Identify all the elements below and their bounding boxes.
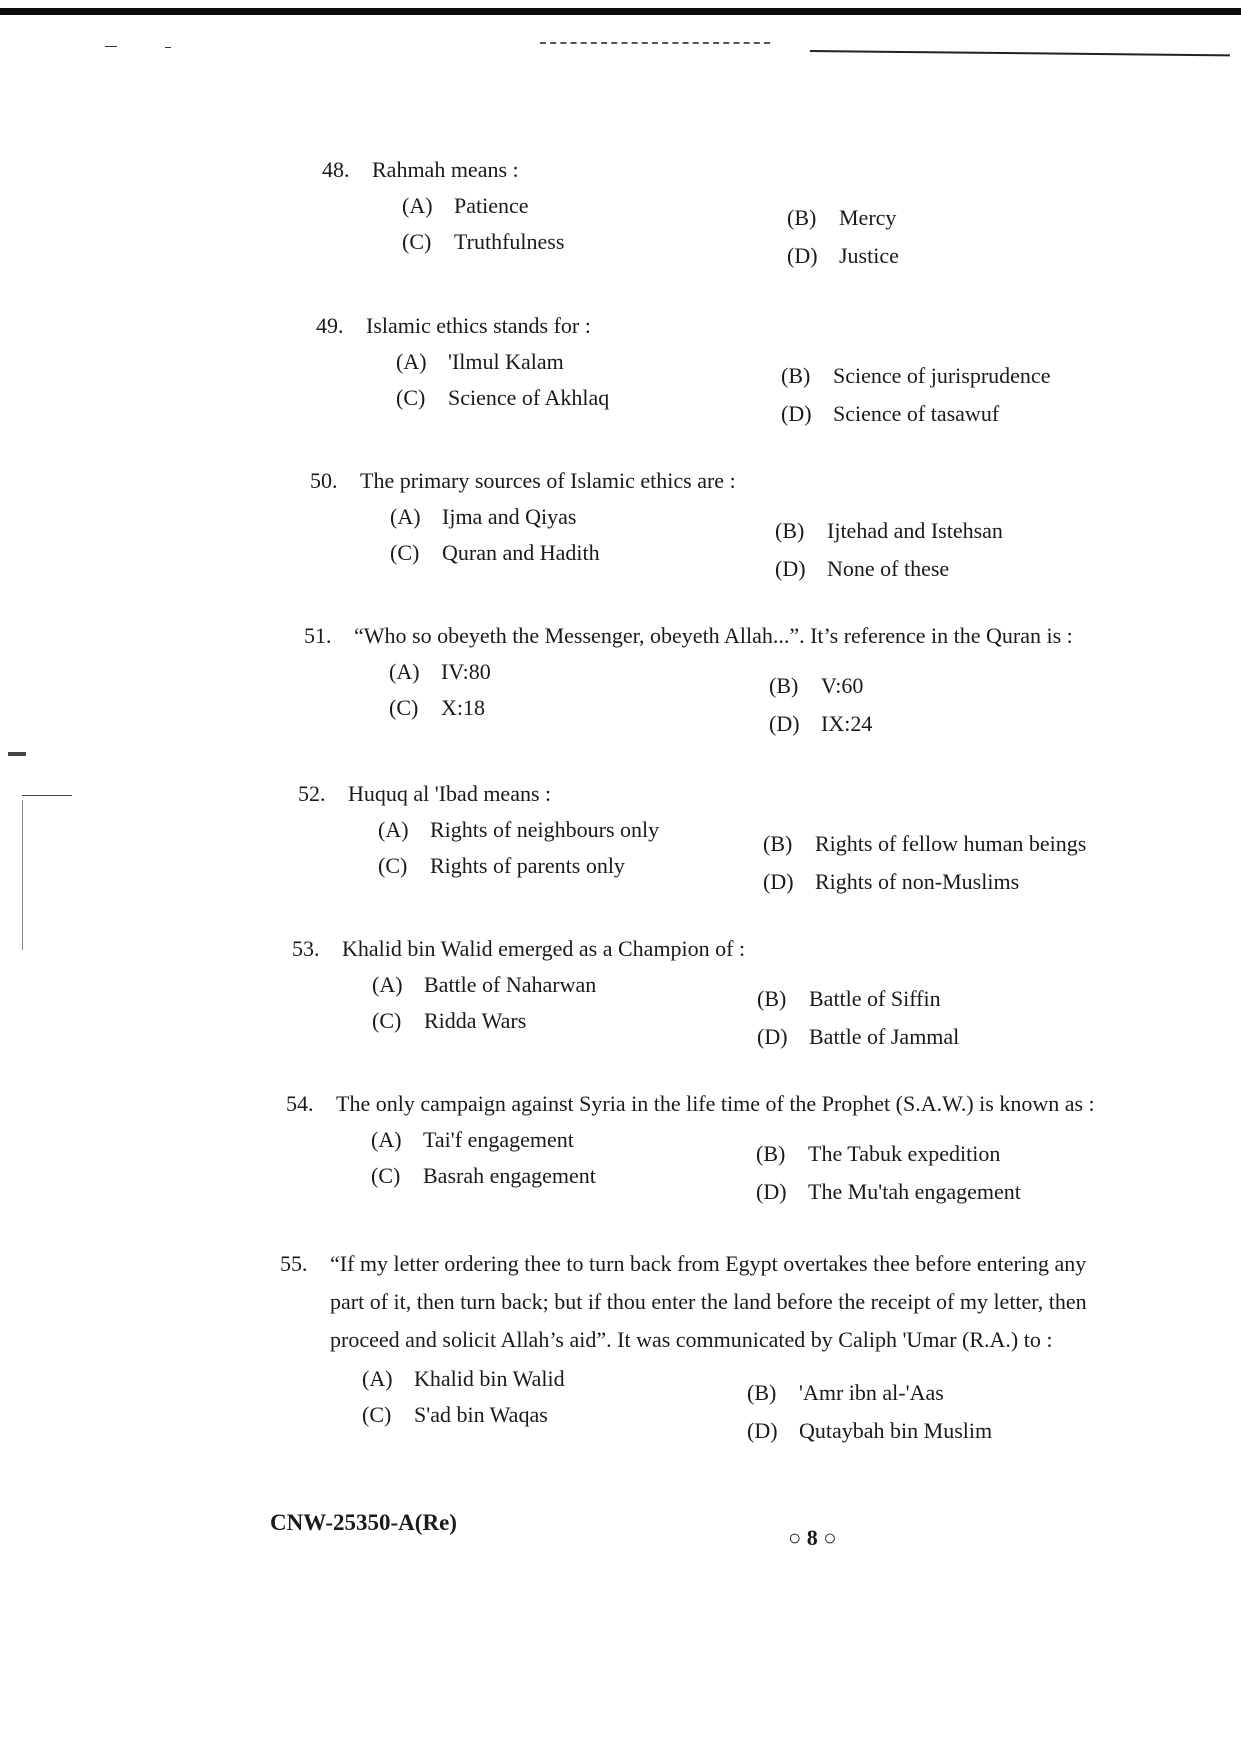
question-text: “If my letter ordering thee to turn back from Egypt overtakes thee before entering any part of it, then turn back; but if thou enter the land before the receipt of my letter, then proceed and solicit Allah’s aid”. It was communicated by Caliph 'Umar (R.A.) to : bbox=[330, 1251, 1087, 1352]
scan-artifact bbox=[540, 42, 770, 44]
question-54 bbox=[286, 1090, 1126, 1204]
option-a: (A) Battle of Naharwan bbox=[372, 972, 597, 997]
question-text: Rahmah means : bbox=[372, 157, 519, 182]
question-number: 55. bbox=[280, 1251, 308, 1276]
option-b: (B) 'Amr ibn al-'Aas bbox=[747, 1380, 944, 1405]
option-b: (B) The Tabuk expedition bbox=[756, 1141, 1001, 1166]
option-d: (D) Science of tasawuf bbox=[781, 401, 1000, 426]
option-a: (A) Ijma and Qiyas bbox=[390, 504, 577, 529]
option-b: (B) Ijtehad and Istehsan bbox=[775, 518, 1003, 543]
question-number: 50. bbox=[310, 468, 338, 493]
question-text: Khalid bin Walid emerged as a Champion of : bbox=[342, 936, 746, 961]
options bbox=[372, 963, 1112, 1049]
question-55 bbox=[280, 1245, 1120, 1443]
option-c: (C) Quran and Hadith bbox=[390, 540, 600, 565]
scan-top-border bbox=[0, 8, 1241, 15]
option-a: (A) Rights of neighbours only bbox=[378, 817, 660, 842]
margin-mark bbox=[22, 800, 23, 950]
options bbox=[402, 184, 1122, 268]
question-text: “Who so obeyeth the Messenger, obeyeth Allah...”. It’s reference in the Quran is : bbox=[354, 623, 1073, 648]
question-text: Islamic ethics stands for : bbox=[366, 313, 591, 338]
option-c: (C) S'ad bin Waqas bbox=[362, 1402, 548, 1427]
margin-mark bbox=[22, 795, 72, 796]
option-b: (B) V:60 bbox=[769, 673, 864, 698]
option-b: (B) Rights of fellow human beings bbox=[763, 831, 1087, 856]
question-53 bbox=[292, 935, 1112, 1049]
option-d: (D) Justice bbox=[787, 243, 899, 268]
option-c: (C) Rights of parents only bbox=[378, 853, 625, 878]
option-c: (C) X:18 bbox=[389, 695, 485, 720]
option-d: (D) IX:24 bbox=[769, 711, 873, 736]
options bbox=[390, 495, 1120, 581]
question-51 bbox=[304, 622, 1134, 736]
margin-mark bbox=[8, 752, 26, 756]
question-text: The only campaign against Syria in the life time of the Prophet (S.A.W.) is known as : bbox=[336, 1091, 1095, 1116]
option-d: (D) Rights of non-Muslims bbox=[763, 869, 1020, 894]
question-52 bbox=[298, 780, 1118, 894]
scan-artifact bbox=[105, 46, 117, 47]
option-a: (A) Tai'f engagement bbox=[371, 1127, 574, 1152]
scan-artifact bbox=[810, 50, 1230, 56]
option-c: (C) Science of Akhlaq bbox=[396, 385, 610, 410]
paper-code: CNW-25350-A(Re) bbox=[270, 1510, 457, 1535]
options bbox=[396, 340, 1116, 426]
option-c: (C) Basrah engagement bbox=[371, 1163, 596, 1188]
question-number: 54. bbox=[286, 1091, 314, 1116]
question-text: Huquq al 'Ibad means : bbox=[348, 781, 552, 806]
option-d: (D) The Mu'tah engagement bbox=[756, 1179, 1021, 1204]
option-c: (C) Truthfulness bbox=[402, 229, 565, 254]
options bbox=[371, 1118, 1126, 1204]
page-number: ○ 8 ○ bbox=[788, 1525, 837, 1550]
option-b: (B) Science of jurisprudence bbox=[781, 363, 1051, 388]
option-a: (A) Khalid bin Walid bbox=[362, 1366, 565, 1391]
question-number: 51. bbox=[304, 623, 332, 648]
options bbox=[389, 650, 1134, 736]
question-number: 48. bbox=[322, 157, 350, 182]
options bbox=[362, 1359, 1120, 1443]
option-d: (D) Battle of Jammal bbox=[757, 1024, 960, 1049]
option-a: (A) 'Ilmul Kalam bbox=[396, 349, 564, 374]
option-a: (A) Patience bbox=[402, 193, 529, 218]
question-number: 53. bbox=[292, 936, 320, 961]
question-50 bbox=[310, 467, 1120, 581]
question-text: The primary sources of Islamic ethics are : bbox=[360, 468, 736, 493]
question-48 bbox=[322, 156, 1122, 268]
question-number: 49. bbox=[316, 313, 344, 338]
option-d: (D) None of these bbox=[775, 556, 950, 581]
option-a: (A) IV:80 bbox=[389, 659, 491, 684]
option-b: (B) Mercy bbox=[787, 205, 897, 230]
question-number: 52. bbox=[298, 781, 326, 806]
question-49 bbox=[316, 312, 1116, 426]
scan-artifact bbox=[165, 47, 171, 48]
option-b: (B) Battle of Siffin bbox=[757, 986, 941, 1011]
option-c: (C) Ridda Wars bbox=[372, 1008, 527, 1033]
options bbox=[378, 808, 1118, 894]
option-d: (D) Qutaybah bin Muslim bbox=[747, 1418, 993, 1443]
